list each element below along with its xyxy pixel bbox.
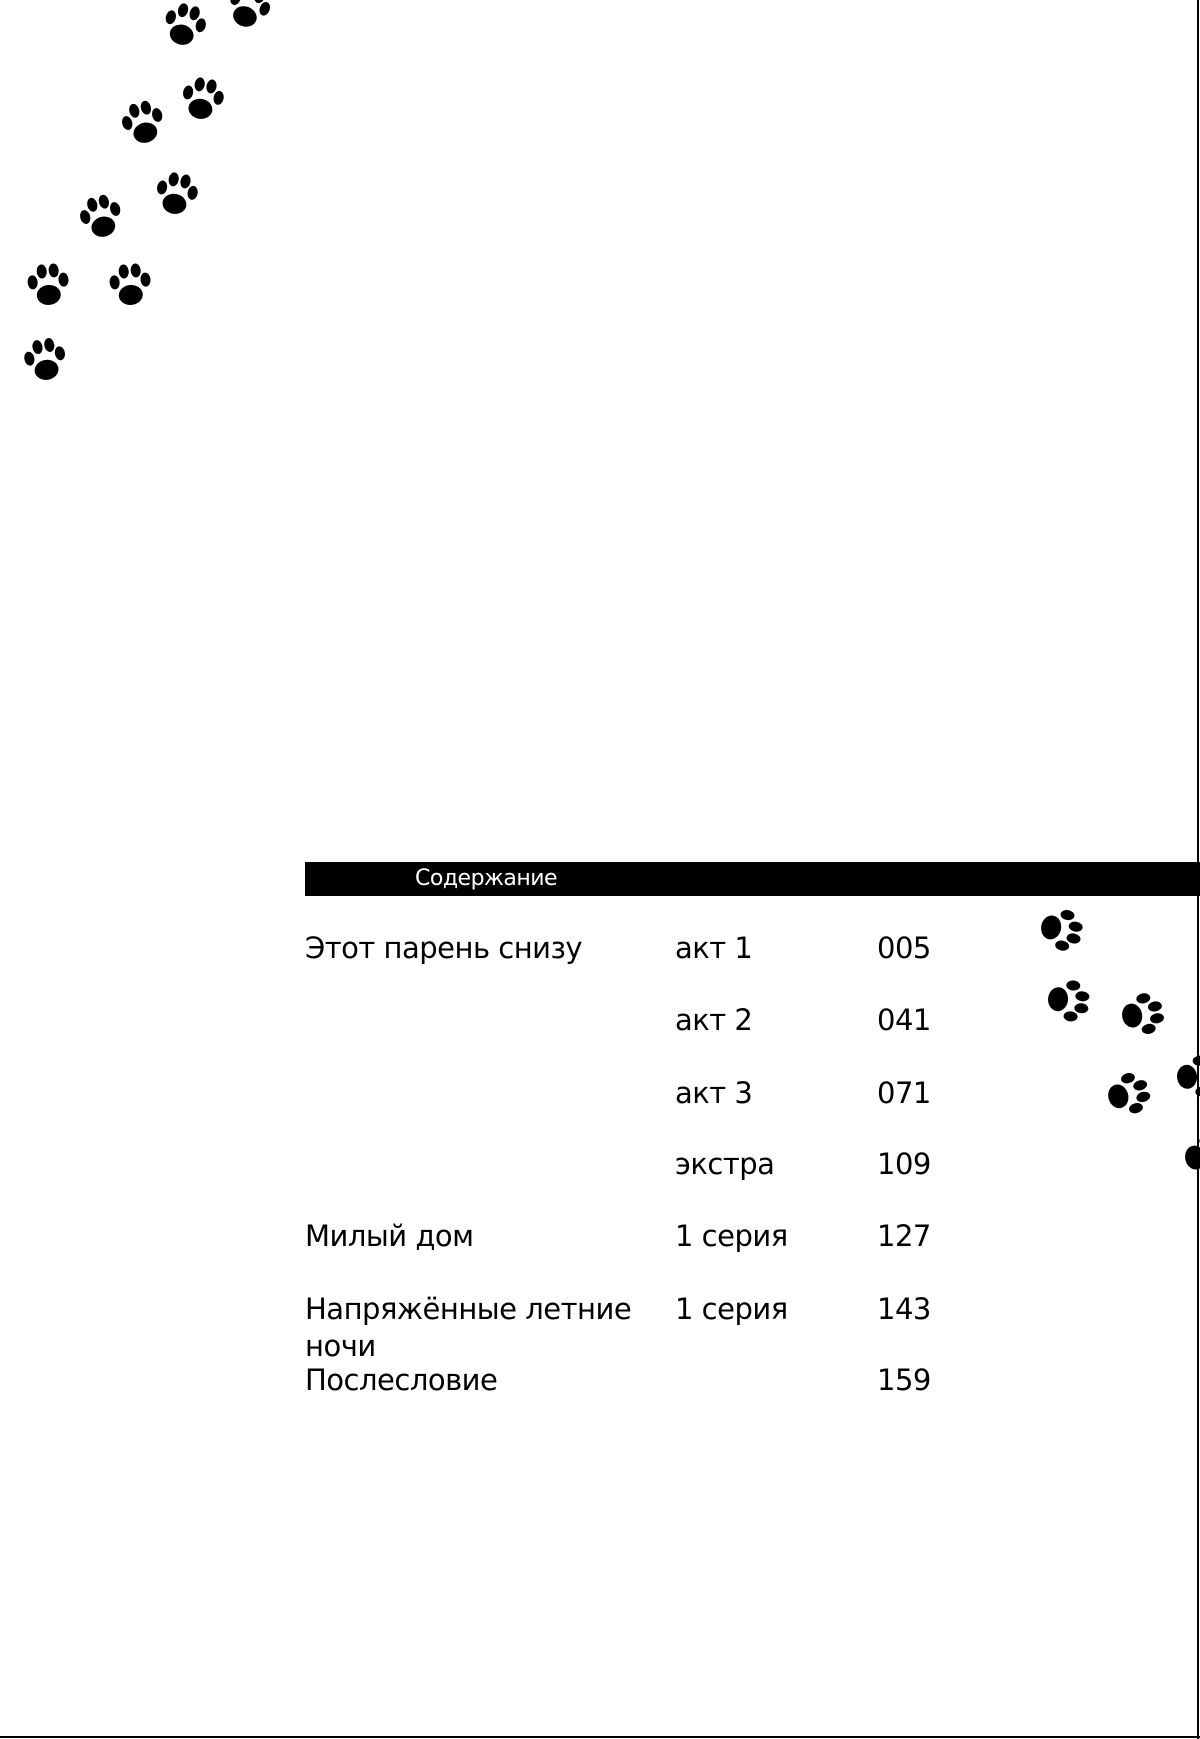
paw-print-icon (72, 189, 131, 248)
paw-print-icon (22, 260, 74, 312)
toc-part: акт 2 (675, 1003, 753, 1037)
toc-page-number: 127 (877, 1219, 931, 1253)
paw-print-icon (217, 0, 279, 39)
toc-title: Милый дом (305, 1219, 474, 1253)
toc-row (305, 1218, 965, 1258)
toc-header-bar (305, 862, 1200, 896)
toc-part: 1 серия (675, 1292, 788, 1326)
paw-print-icon (1170, 1050, 1200, 1102)
paw-print-icon (114, 95, 173, 154)
toc-page-number: 041 (877, 1003, 931, 1037)
paw-print-icon (1041, 974, 1093, 1026)
paw-print-icon (1032, 901, 1088, 957)
toc-part: акт 1 (675, 931, 753, 965)
toc-page-number: 109 (877, 1147, 931, 1181)
toc-page-number: 071 (877, 1076, 931, 1110)
toc-row (305, 1002, 965, 1042)
toc-row (305, 1075, 965, 1115)
paw-print-icon (1113, 986, 1169, 1042)
page-bottom-border (0, 1736, 1200, 1738)
toc-title: Этот парень снизу (305, 931, 583, 965)
toc-row (305, 1146, 965, 1186)
toc-part: акт 3 (675, 1076, 753, 1110)
paw-print-icon (155, 0, 214, 55)
toc-page-number: 159 (877, 1363, 931, 1397)
paw-print-icon (1176, 1128, 1200, 1184)
toc-page-number: 143 (877, 1292, 931, 1326)
toc-part: экстра (675, 1147, 775, 1181)
toc-heading: Содержание (415, 866, 558, 891)
paw-print-icon (104, 260, 156, 312)
paw-print-icon (148, 167, 204, 223)
paw-print-icon (17, 333, 73, 389)
toc-title: Послесловие (305, 1363, 498, 1397)
toc-part: 1 серия (675, 1219, 788, 1253)
toc-row (305, 930, 965, 970)
paw-print-icon (1098, 1065, 1157, 1124)
toc-row (305, 1362, 965, 1402)
toc-title: Напряжённые летние ночи (305, 1292, 632, 1363)
toc-page-number: 005 (877, 931, 931, 965)
toc-row (305, 1291, 965, 1363)
paw-print-icon (174, 72, 230, 128)
